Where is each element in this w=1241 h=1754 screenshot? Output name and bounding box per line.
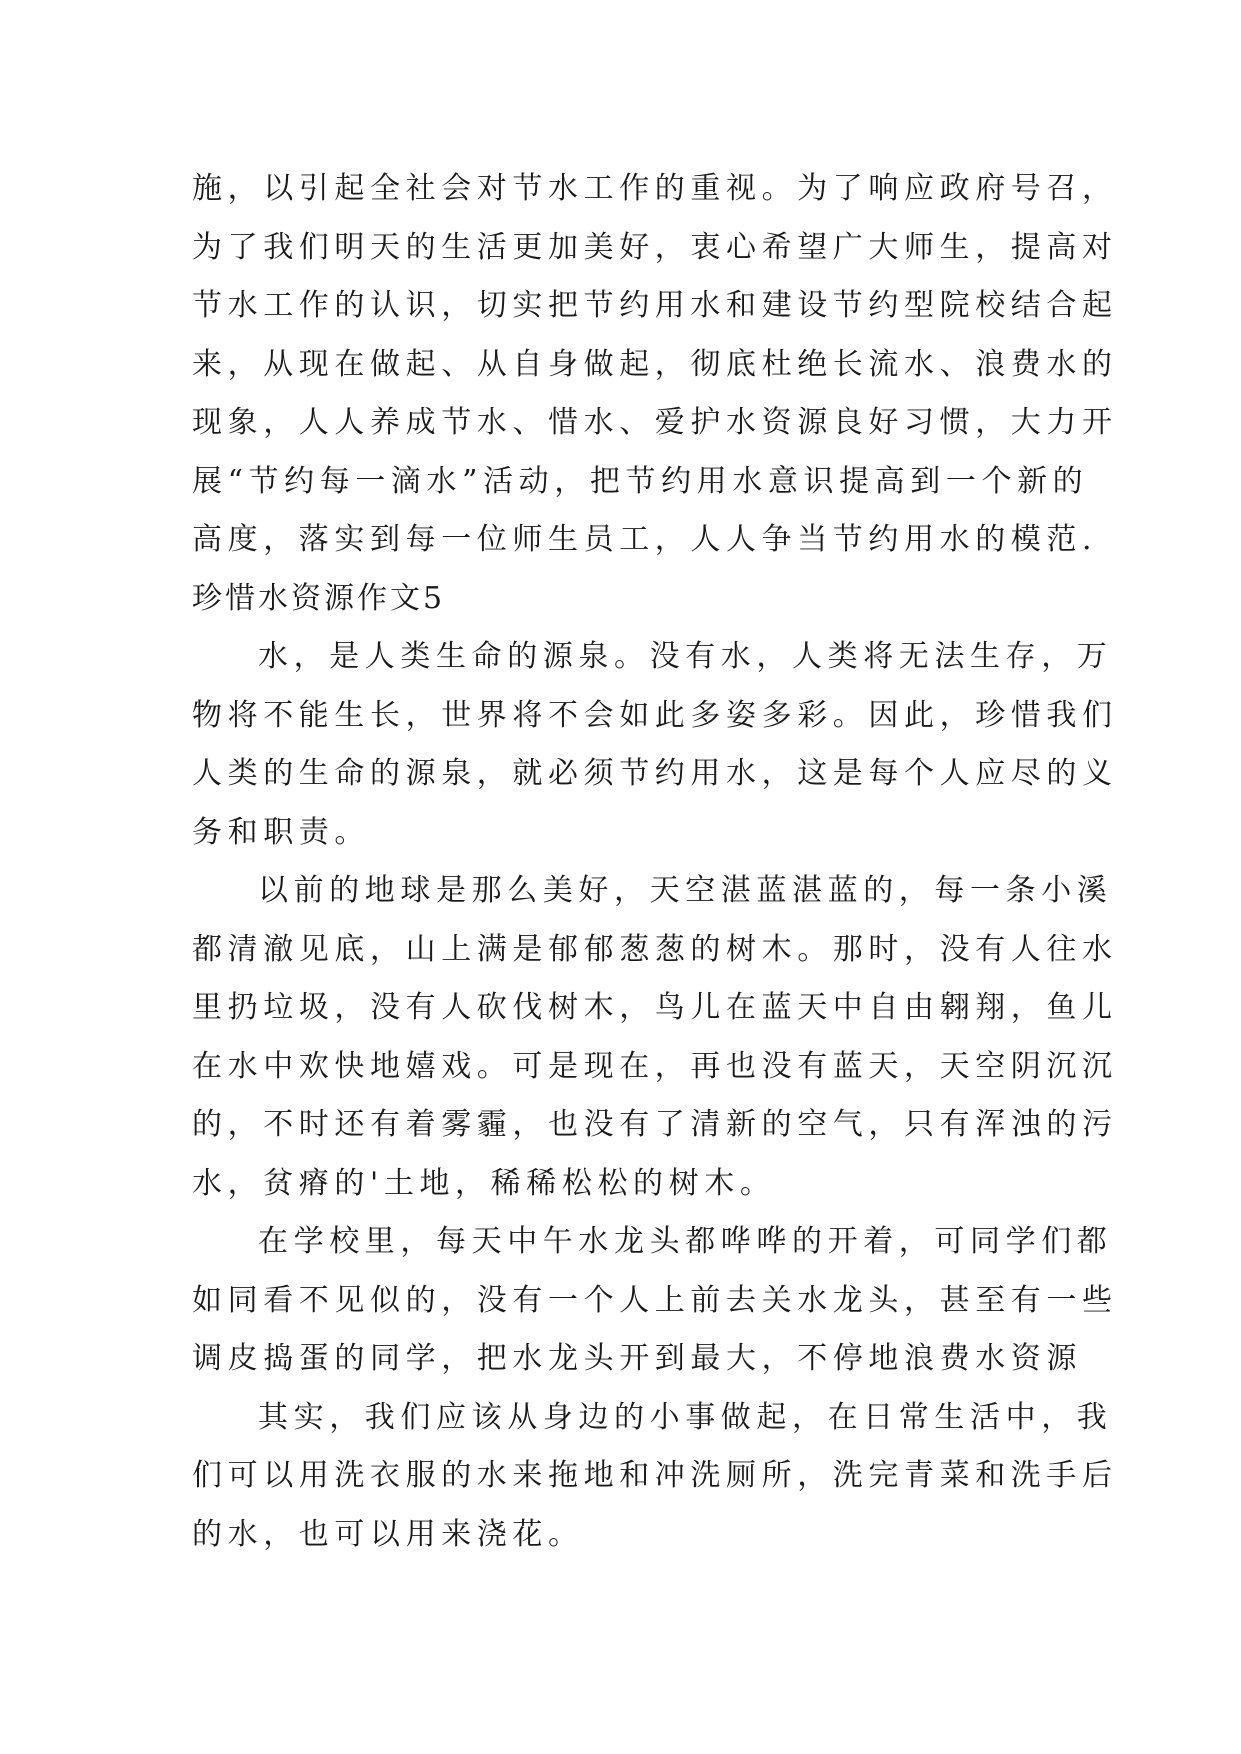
text-line: 都清澈见底，山上满是郁郁葱葱的树木。那时，没有人往水 xyxy=(192,931,1118,967)
text-line: 的，不时还有着雾霾，也没有了清新的空气，只有浑浊的污 xyxy=(192,1107,1118,1142)
text-line: 物将不能生长，世界将不会如此多姿多彩。因此，珍惜我们 xyxy=(192,697,1118,733)
paragraph-first-line: 以前的地球是那么美好，天空湛蓝湛蓝的，每一条小溪 xyxy=(258,873,1113,908)
text-line: 在水中欢快地嬉戏。可是现在，再也没有蓝天，天空阴沉沉 xyxy=(192,1048,1118,1084)
text-line: 的水，也可以用来浇花。 xyxy=(192,1516,584,1552)
text-line: 展“节约每一滴水”活动，把节约用水意识提高到一个新的 xyxy=(192,463,1089,499)
text-line: 高度，落实到每一位师生员工，人人争当节约用水的模范. xyxy=(192,522,1098,557)
paragraph-first-line: 水，是人类生命的源泉。没有水，人类将无法生存，万 xyxy=(258,639,1113,674)
paragraph-first-line: 在学校里，每天中午水龙头都哗哗的开着，可同学们都 xyxy=(258,1224,1113,1259)
text-line: 们可以用洗衣服的水来拖地和冲洗厕所，洗完青菜和洗手后 xyxy=(192,1458,1118,1493)
paragraph-first-line: 其实，我们应该从身边的小事做起，在日常生活中，我 xyxy=(258,1399,1113,1435)
text-line: 施，以引起全社会对节水工作的重视。为了响应政府号召， xyxy=(192,171,1118,206)
text-line: 现象，人人养成节水、惜水、爱护水资源良好习惯，大力开 xyxy=(192,405,1118,440)
text-line: 里扔垃圾，没有人砍伐树木，鸟儿在蓝天中自由翱翔，鱼儿 xyxy=(192,990,1118,1025)
text-line: 来，从现在做起、从自身做起，彻底杜绝长流水、浪费水的 xyxy=(192,346,1118,382)
text-line: 如同看不见似的，没有一个人上前去关水龙头，甚至有一些 xyxy=(192,1282,1118,1318)
text-line: 为了我们明天的生活更加美好，衷心希望广大师生，提高对 xyxy=(192,229,1118,265)
text-line: 人类的生命的源泉，就必须节约用水，这是每个人应尽的义 xyxy=(192,756,1118,791)
text-line: 务和职责。 xyxy=(192,814,370,850)
text-line: 水，贫瘠的'土地，稀稀松松的树木。 xyxy=(192,1165,776,1201)
text-line: 调皮捣蛋的同学，把水龙头开到最大，不停地浪费水资源 xyxy=(192,1341,1082,1376)
text-line: 节水工作的认识，切实把节约用水和建设节约型院校结合起 xyxy=(192,288,1118,323)
document-body xyxy=(192,160,1118,1564)
section-heading: 珍惜水资源作文5 xyxy=(192,580,446,616)
